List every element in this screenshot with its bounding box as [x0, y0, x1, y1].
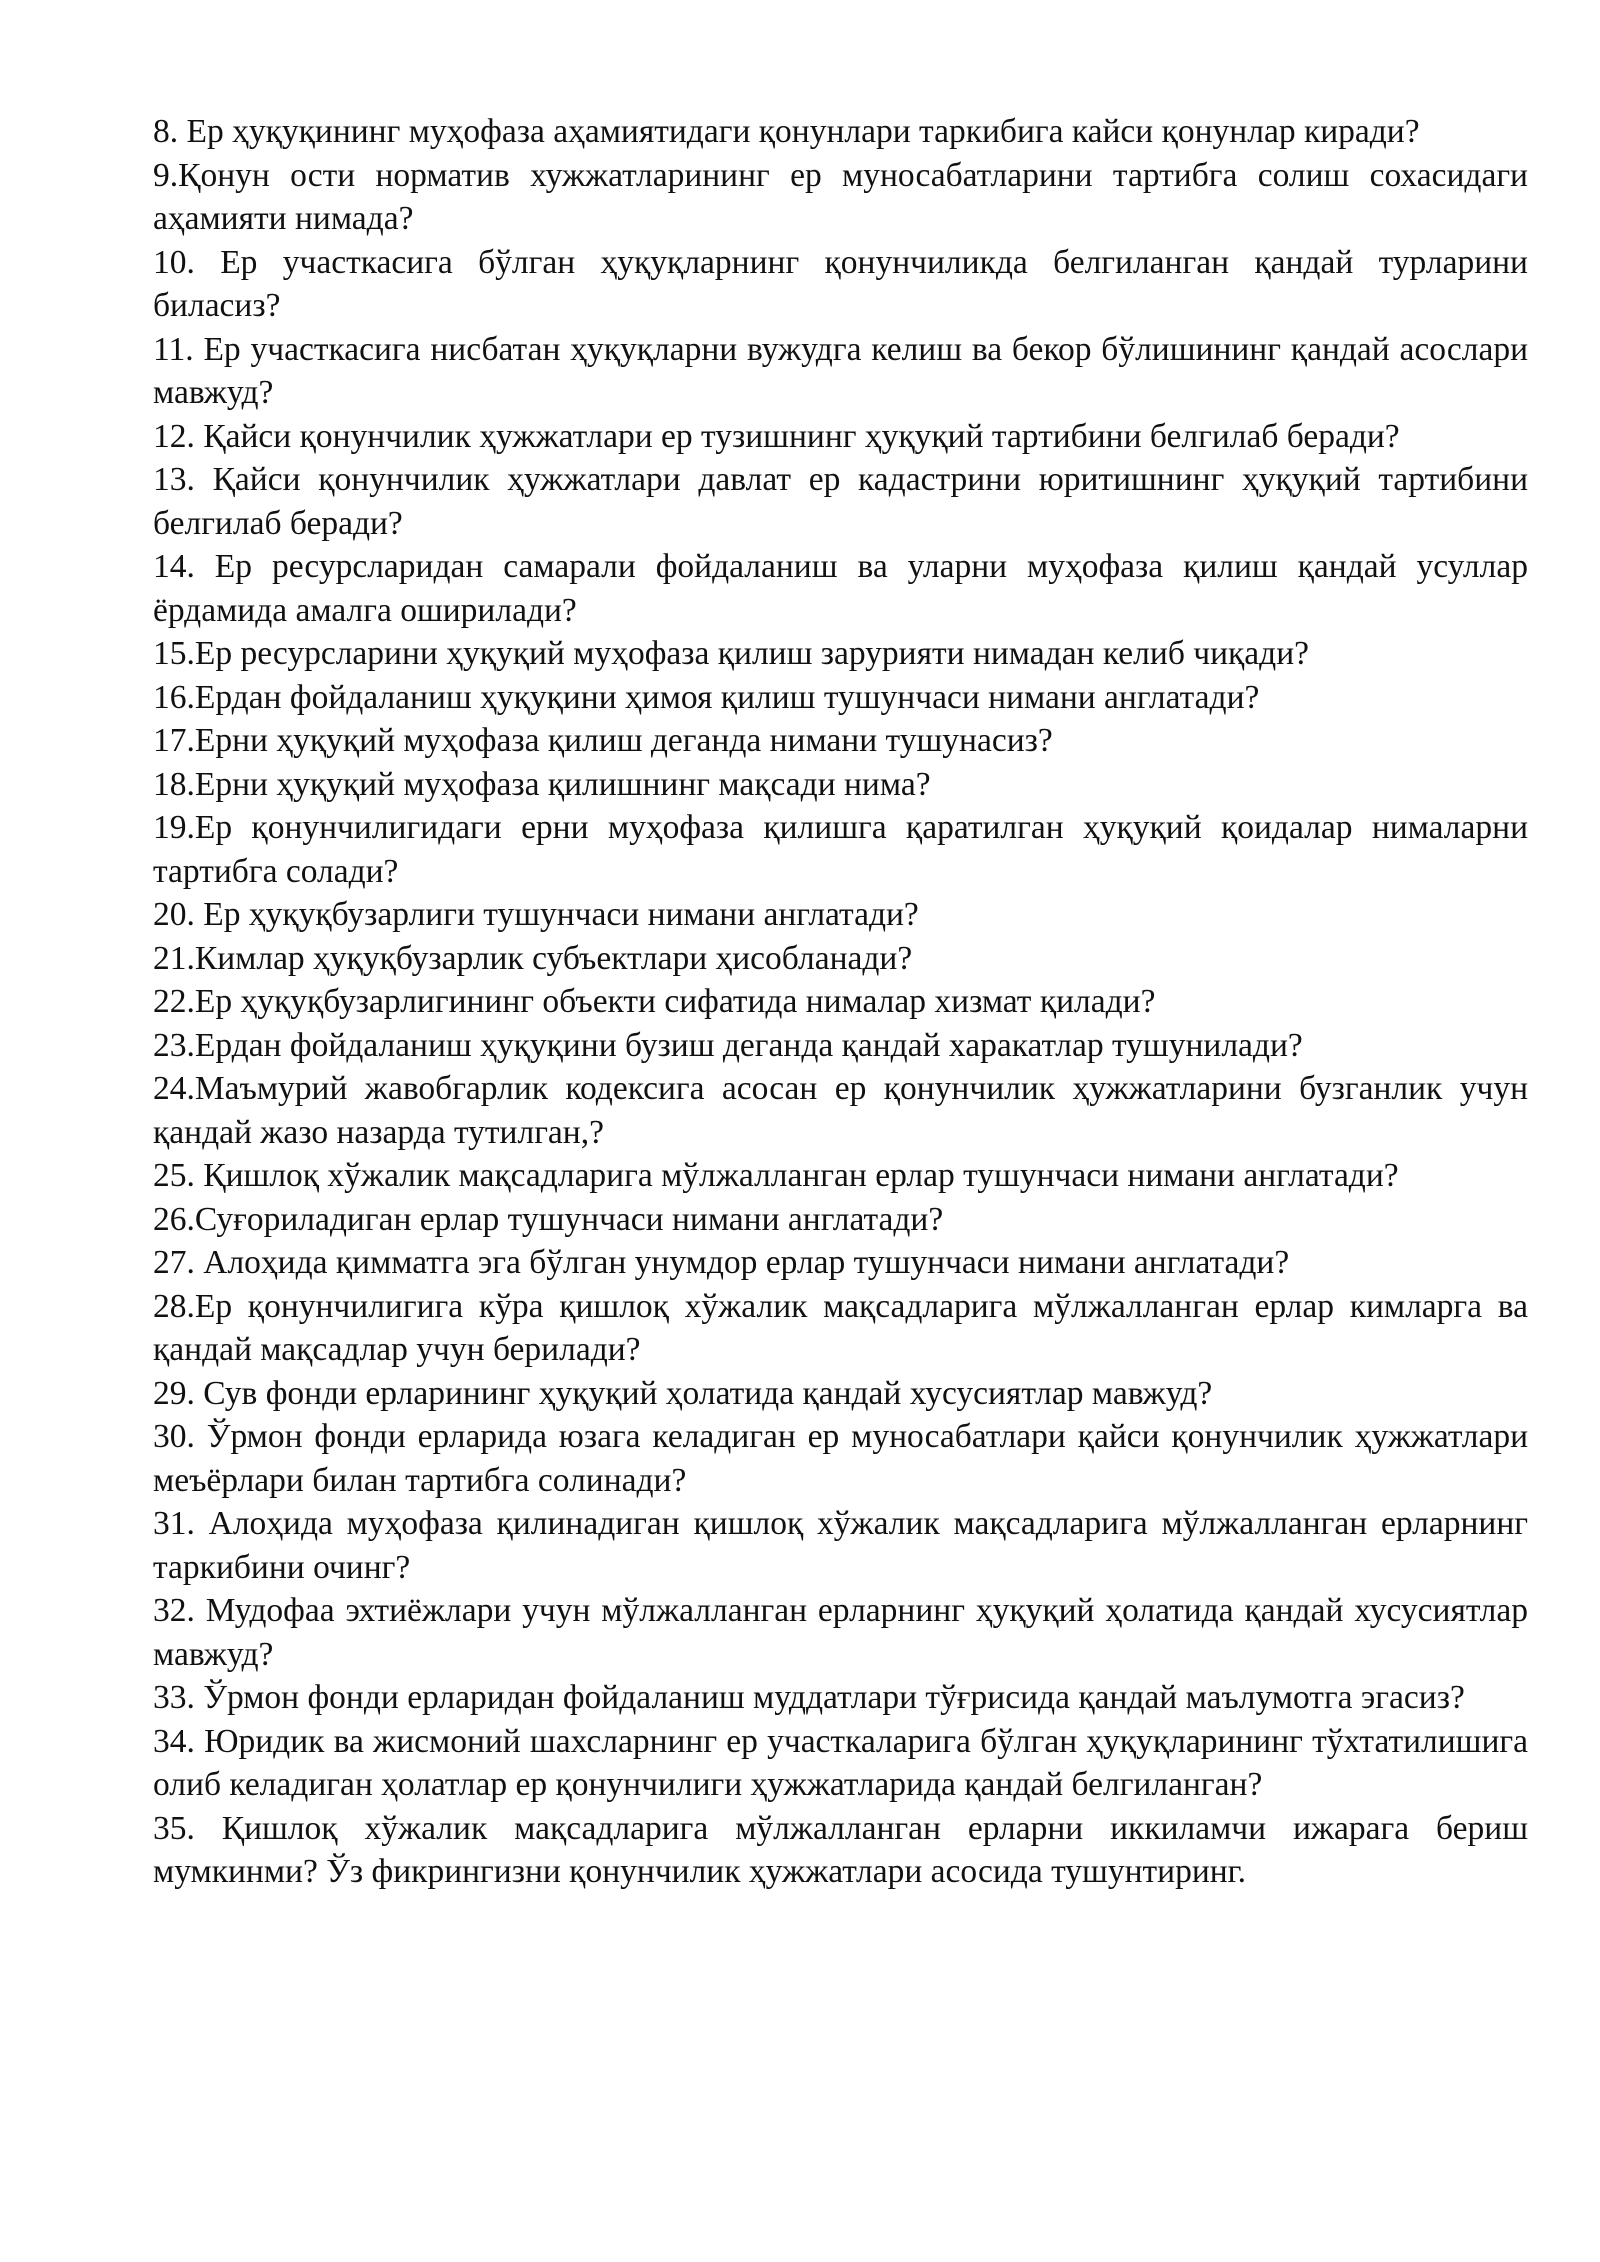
question-item: 12. Қайси қонунчилик ҳужжатлари ер тузишнинг ҳуқуқий тартибини белгилаб беради? [153, 417, 1400, 455]
question-item: 16.Ердан фойдаланиш ҳуқуқини ҳимоя қилиш тушунчаси нимани англатади? [153, 678, 1260, 716]
question-item: 17.Ерни ҳуқуқий муҳофаза қилиш деганда нимани тушунасиз? [153, 722, 1053, 759]
question-item: 13. Қайси қонунчилик ҳужжатлари давлат ер кадастрини юритишнинг ҳуқуқий тартибини белгилаб беради? [153, 461, 1528, 542]
question-item: 14. Ер ресурсларидан самарали фойдаланиш ва уларни муҳофаза қилиш қандай усуллар ёрдамида амалга оширилади? [153, 548, 1528, 629]
question-item: 11. Ер участкасига нисбатан ҳуқуқларни вужудга келиш ва бекор бўлишининг қандай асослари мавжуд? [153, 330, 1528, 411]
question-item: 32. Мудофаа эхтиёжлари учун мўлжалланган ерларнинг ҳуқуқий ҳолатида қандай хусусиятлар мавжуд? [153, 1592, 1528, 1673]
question-item: 27. Алоҳида қимматга эга бўлган унумдор ерлар тушунчаси нимани англатади? [153, 1244, 1290, 1281]
question-item: 9.Қонун ости норматив хужжатларининг ер муносабатларини тартибга солиш сохасидаги аҳамияти нимада? [153, 156, 1528, 237]
question-item: 31. Алоҳида муҳофаза қилинадиган қишлоқ хўжалик мақсадларига мўлжалланган ерларнинг таркибини очинг? [153, 1505, 1528, 1586]
question-item: 23.Ердан фойдаланиш ҳуқуқини бузиш деганда қандай харакатлар тушунилади? [153, 1026, 1303, 1064]
question-item: 15.Ер ресурсларини ҳуқуқий муҳофаза қилиш зарурияти нимадан келиб чиқади? [153, 635, 1309, 672]
question-list [153, 110, 1528, 1894]
question-item: 29. Сув фонди ерларининг ҳуқуқий ҳолатида қандай хусусиятлар мавжуд? [153, 1374, 1213, 1412]
question-item: 10. Ер участкасига бўлган ҳуқуқларнинг қонунчиликда белгиланган қандай турларини биласиз? [153, 243, 1528, 324]
question-item: 30. Ўрмон фонди ерларида юзага келадиган ер муносабатлари қайси қонунчилик ҳужжатлари меъёрлари билан тартибга солинади? [153, 1418, 1528, 1499]
question-item: 19.Ер қонунчилигидаги ерни муҳофаза қилишга қаратилган ҳуқуқий қоидалар нималарни тартибга солади? [153, 809, 1528, 890]
question-item: 33. Ўрмон фонди ерларидан фойдаланиш муддатлари тўғрисида қандай маълумотга эгасиз? [153, 1679, 1465, 1716]
question-item: 18.Ерни ҳуқуқий муҳофаза қилишнинг мақсади нима? [153, 765, 931, 803]
question-item: 20. Ер ҳуқуқбузарлиги тушунчаси нимани англатади? [153, 896, 919, 933]
question-item: 25. Қишлоқ хўжалик мақсадларига мўлжалланган ерлар тушунчаси нимани англатади? [153, 1157, 1399, 1194]
question-item: 35. Қишлоқ хўжалик мақсадларига мўлжалланган ерларни иккиламчи ижарага бериш мумкинми? Ўз фикрингизни қонунчилик ҳужжатлари асосида тушунтиринг. [153, 1809, 1528, 1890]
question-item: 26.Суғориладиган ерлар тушунчаси нимани англатади? [153, 1200, 944, 1238]
question-item: 24.Маъмурий жавобгарлик кодексига асосан ер қонунчилик ҳужжатларини бузганлик учун қандай жазо назарда тутилган,? [153, 1070, 1528, 1151]
question-item: 34. Юридик ва жисмоний шахсларнинг ер участкаларига бўлган ҳуқуқларининг тўхтатилишига олиб келадиган ҳолатлар ер қонунчилиги ҳужжатларида қандай белгиланган? [153, 1722, 1528, 1803]
question-item: 22.Ер ҳуқуқбузарлигининг объекти сифатида нималар хизмат қилади? [153, 983, 1156, 1020]
question-item: 8. Ер ҳуқуқининг муҳофаза аҳамиятидаги қонунлари таркибига кайси қонунлар киради? [153, 113, 1420, 150]
question-item: 28.Ер қонунчилигига кўра қишлоқ хўжалик мақсадларига мўлжалланган ерлар кимларга ва қандай мақсадлар учун берилади? [153, 1287, 1528, 1368]
question-item: 21.Кимлар ҳуқуқбузарлик субъектлари ҳисобланади? [153, 939, 913, 977]
